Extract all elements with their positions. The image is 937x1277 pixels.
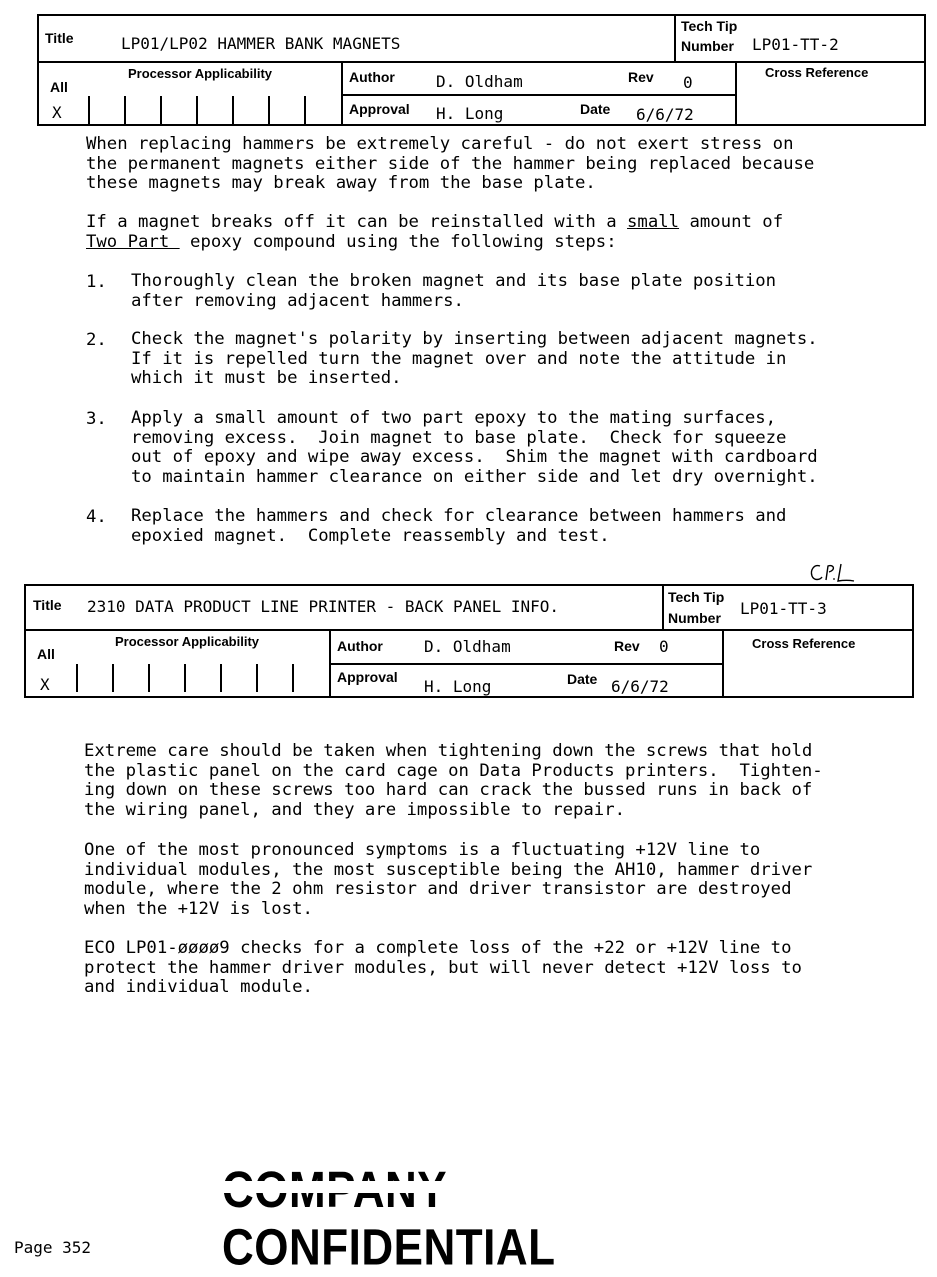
tip1-paragraph-1: When replacing hammers be extremely careful - do not exert stress on the permanent magnets either side of the hammer being replaced because these magnets may break away from the base plate. [86, 134, 815, 194]
title-label: Title [33, 597, 62, 613]
cross-reference-label: Cross Reference [752, 636, 856, 651]
date-value: 6/6/72 [611, 677, 669, 696]
step-text: Replace the hammers and check for clearance between hammers and epoxied magnet. Complete reassembly and test. [131, 506, 787, 546]
handwritten-initials [808, 560, 858, 584]
company-confidential-stamp: CONFIDENTIAL [222, 1162, 630, 1212]
tech-tip-number: LP01-TT-2 [752, 35, 839, 54]
author-value: D. Oldham [436, 72, 523, 91]
page-number: Page 352 [14, 1238, 92, 1257]
step-text: Thoroughly clean the broken magnet and its base plate position after removing adjacent hammers. [131, 271, 777, 311]
approval-value: H. Long [436, 104, 504, 123]
approval-label: Approval [349, 101, 410, 117]
all-mark: X [40, 675, 50, 694]
author-label: Author [349, 69, 395, 85]
tech-tip-title: 2310 DATA PRODUCT LINE PRINTER - BACK PANEL INFO. [87, 597, 560, 616]
divider [341, 94, 736, 96]
all-label: All [50, 79, 68, 95]
date-label: Date [580, 101, 611, 117]
step-number: 2. [86, 330, 107, 350]
number-label: Number [668, 610, 721, 626]
step-number: 1. [86, 272, 107, 292]
processor-applicability-label: Processor Applicability [115, 634, 260, 649]
number-label: Number [681, 38, 734, 54]
tip1-paragraph-2: If a magnet breaks off it can be reinstalled with a small amount of Two Part epoxy compound using the following steps: [86, 212, 784, 252]
author-label: Author [337, 638, 383, 654]
tech-tip-title: LP01/LP02 HAMMER BANK MAGNETS [121, 34, 401, 53]
step-number: 4. [86, 507, 107, 527]
approval-value: H. Long [424, 677, 492, 696]
divider [329, 663, 724, 665]
all-mark: X [52, 103, 62, 122]
divider [662, 584, 664, 631]
cross-reference-label: Cross Reference [765, 65, 869, 80]
tip2-paragraph-2: One of the most pronounced symptoms is a fluctuating +12V line to individual modules, the most susceptible being the AH10, hammer driver module, where the 2 ohm resistor and driver transistor are destroyed when the +12V is lost. [84, 840, 813, 919]
tip2-paragraph-3: ECO LP01-øøøø9 checks for a complete loss of the +22 or +12V line to protect the hammer driver modules, but will never detect +12V loss to and individual module. [84, 938, 802, 998]
processor-applicability-label: Processor Applicability [128, 66, 273, 81]
date-label: Date [567, 671, 598, 687]
step-text: Apply a small amount of two part epoxy to the mating surfaces, removing excess. Join magnet to base plate. Check for squeeze out of epoxy and wipe away excess. Shim the magnet with cardboard to maintain hammer clearance on either side and let dry overnight. [131, 408, 818, 487]
tip2-paragraph-1: Extreme care should be taken when tightening down the screws that hold the plastic panel on the card cage on Data Products printers. Tighten- ing down on these screws too hard can crack the bussed runs in back of the wiring panel, and they are impossible to repair. [84, 741, 823, 820]
rev-label: Rev [614, 638, 640, 654]
tech-tip-label: Tech Tip [681, 18, 738, 34]
rev-label: Rev [628, 69, 654, 85]
step-number: 3. [86, 409, 107, 429]
author-value: D. Oldham [424, 637, 511, 656]
rev-value: 0 [659, 637, 669, 656]
all-label: All [37, 646, 55, 662]
divider [24, 629, 914, 631]
tech-tip-number: LP01-TT-3 [740, 599, 827, 618]
step-text: Check the magnet's polarity by inserting between adjacent magnets. If it is repelled turn the magnet over and note the attitude in which it must be inserted. [131, 329, 818, 389]
date-value: 6/6/72 [636, 105, 694, 124]
approval-label: Approval [337, 669, 398, 685]
tech-tip-label: Tech Tip [668, 589, 725, 605]
divider [674, 14, 676, 63]
rev-value: 0 [683, 73, 693, 92]
divider [37, 61, 926, 63]
title-label: Title [45, 30, 74, 46]
